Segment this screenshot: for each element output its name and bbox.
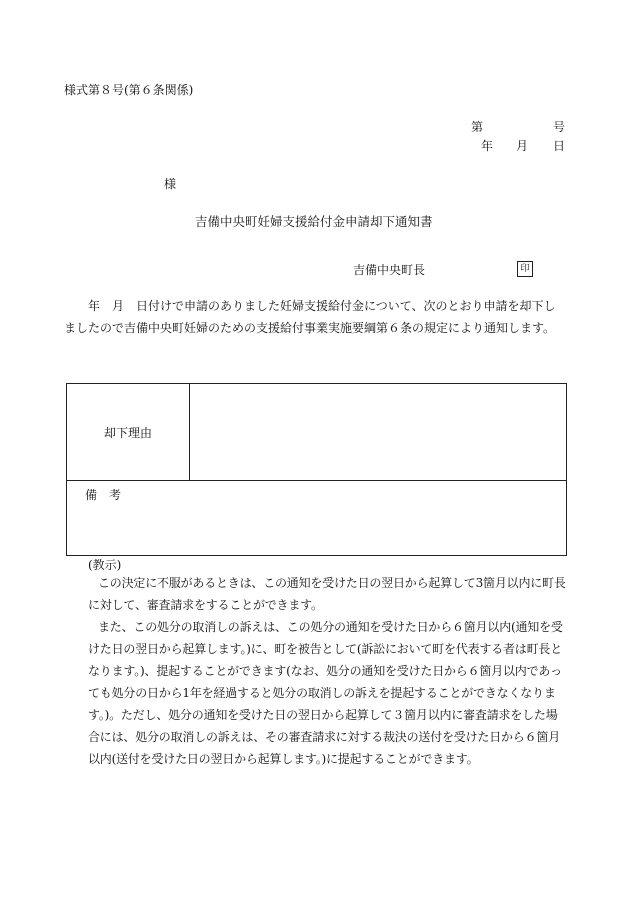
remarks-label: 備 考 [85, 488, 122, 502]
form-number-label: 様式第８号(第６条関係) [64, 83, 194, 97]
instruction-paragraph-1: この決定に不服があるときは、この通知を受けた日の翌日から起算して3箇月以内に町長に対して、審査請求をすることができます。 [88, 576, 566, 612]
reason-label: 却下理由 [103, 425, 152, 440]
date-month-label: 月 [516, 139, 529, 153]
addressee-suffix: 様 [164, 177, 177, 191]
document-title: 吉備中央町妊婦支援給付金申請却下通知書 [195, 214, 433, 229]
instruction-heading: (教示) [88, 558, 122, 572]
notice-table [66, 383, 567, 556]
document-number-prefix: 第 [471, 120, 484, 134]
document-number-suffix: 号 [553, 120, 566, 134]
date-year-label: 年 [481, 139, 494, 153]
body-paragraph: 年 月 日付けで申請のありました妊婦支援給付金について、次のとおり申請を却下しましたので吉備中央町妊婦のための支援給付事業実施要綱第６条の規定により通知します。 [64, 299, 556, 335]
issuer-name: 吉備中央町長 [353, 263, 426, 277]
date-day-label: 日 [553, 139, 566, 153]
instruction-paragraph-2: また、この処分の取消しの訴えは、この処分の通知を受けた日から６箇月以内(通知を受けた日の翌日から起算します。)に、町を被告として(訴訟において町を代表する者は町長となります。)、提起することができます(なお、処分の通知を受けた日から６箇月以内であっても処分の日から1年を経過すると処分の取消しの訴えを提起することができなくなります。)。ただし、処分の通知を受けた日の翌日から起算して３箇月以内に審査請求をした場合には、処分の取消しの訴えは、その審査請求に対する裁決の送付を受けた日から６箇月以内(送付を受けた日の翌日から起算します。)に提起することができます。 [88, 620, 563, 766]
reason-value-cell [190, 384, 567, 481]
remarks-cell [67, 481, 567, 556]
seal-mark: 印 [517, 261, 533, 277]
reason-label-cell [67, 384, 190, 481]
